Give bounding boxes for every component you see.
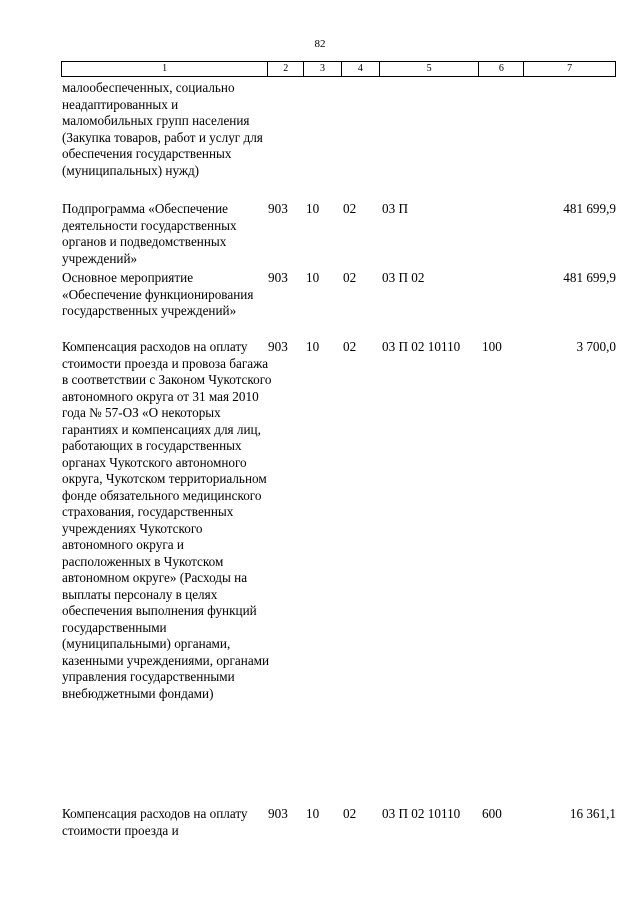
- row-cell-c4: 02: [343, 270, 357, 285]
- row-cell-c3: 10: [306, 339, 320, 354]
- row-cell-c4: 02: [343, 339, 357, 354]
- row-cell-c2: 903: [268, 806, 288, 821]
- row-cell-c2: 903: [268, 339, 288, 354]
- row-description: Компенсация расходов на оплату стоимости проезда и провоза багажа в соответствии с Законом Чукотского автономного округа от 31 мая 2010 года № 57-ОЗ «О некоторых гарантиях и компенсациях для лиц, работающих в государственных органах Чукотского автономного округа, Чукотском территориальном фонде обязательного медицинского страхования, государственных учреждениях Чукотского автономного округа и расположенных в Чукотском автономном округе» (Расходы на выплаты персоналу в целях обеспечения выполнения функций государственными (муниципальными) органами, казенными учреждениями, органами управления государственными внебюджетными фондами): [62, 339, 272, 701]
- row-description: Подпрограмма «Обеспечение деятельности государственных органов и подведомственных учреждений»: [62, 201, 237, 266]
- row-cell-c5: 03 П 02: [382, 270, 425, 285]
- row-cell-c7: 481 699,9: [563, 201, 616, 216]
- row-cell-c4: 02: [343, 201, 357, 216]
- page-number: 82: [314, 38, 326, 50]
- row-cell-c5: 03 П: [382, 201, 409, 216]
- row-cell-c6: 100: [482, 339, 502, 354]
- row-cell-c3: 10: [306, 201, 320, 216]
- column-header-4: 4: [342, 62, 380, 76]
- row-description: Компенсация расходов на оплату стоимости проезда и: [62, 806, 248, 838]
- column-number-header: [61, 61, 616, 77]
- row-description: малообеспеченных, социально неадаптированных и маломобильных групп населения (Закупка товаров, работ и услуг для обеспечения государственных (муниципальных) нужд): [62, 80, 263, 178]
- row-cell-c5: 03 П 02 10110: [382, 339, 461, 354]
- row-cell-c3: 10: [306, 270, 320, 285]
- row-cell-c4: 02: [343, 806, 357, 821]
- column-header-2: 2: [268, 62, 304, 76]
- column-header-5: 5: [380, 62, 480, 76]
- row-cell-c5: 03 П 02 10110: [382, 806, 461, 821]
- row-cell-c7: 16 361,1: [569, 806, 616, 821]
- row-cell-c6: 600: [482, 806, 502, 821]
- row-cell-c3: 10: [306, 806, 320, 821]
- column-header-7: 7: [567, 63, 573, 74]
- column-header-3: 3: [304, 62, 342, 76]
- row-description: Основное мероприятие «Обеспечение функционирования государственных учреждений»: [62, 270, 254, 318]
- row-cell-c7: 3 700,0: [576, 339, 616, 354]
- row-cell-c2: 903: [268, 201, 288, 216]
- row-cell-c7: 481 699,9: [563, 270, 616, 285]
- column-header-1: 1: [62, 62, 268, 76]
- column-header-6: 6: [479, 62, 524, 76]
- row-cell-c2: 903: [268, 270, 288, 285]
